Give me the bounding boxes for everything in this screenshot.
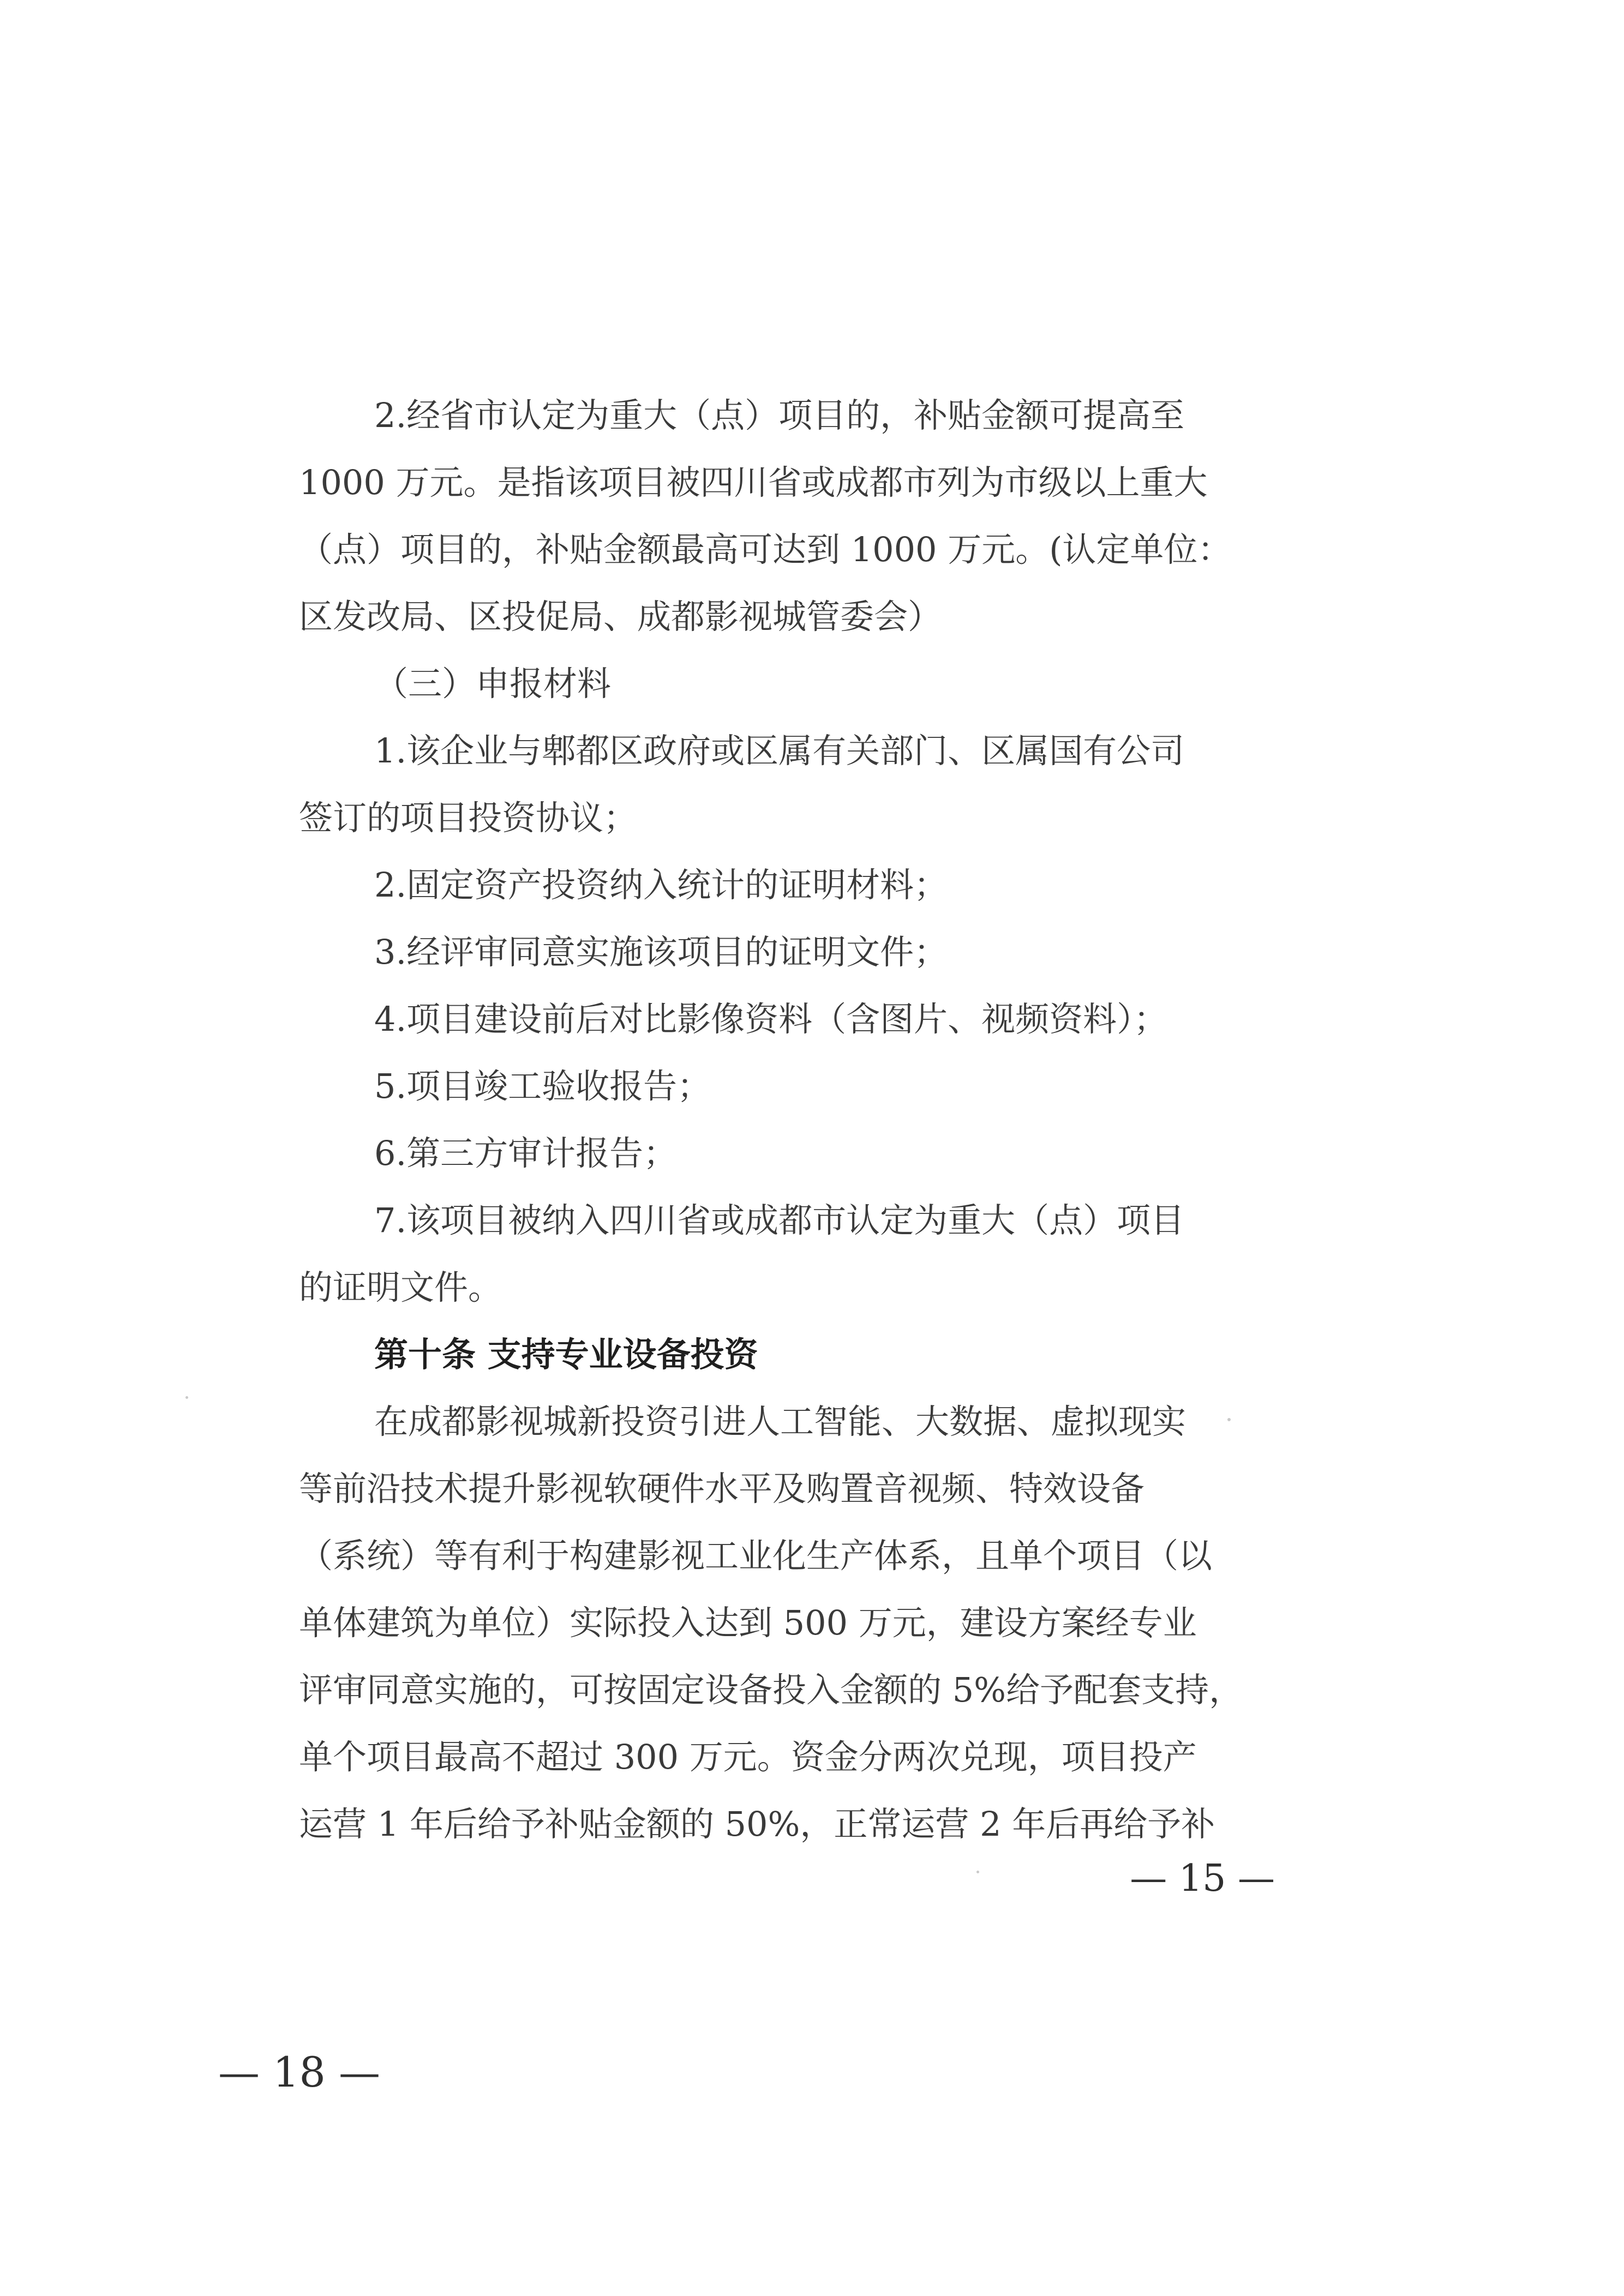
text-line: 签订的项目投资协议； (299, 798, 638, 838)
text-line: （三）申报材料 (374, 664, 612, 704)
text-line: 等前沿技术提升影视软硬件水平及购置音视频、特效设备 (299, 1469, 1145, 1508)
text-line: 1.该企业与郫都区政府或区属有关部门、区属国有公司 (374, 731, 1185, 771)
text-line: 7.该项目被纳入四川省或成都市认定为重大（点）项目 (374, 1200, 1185, 1240)
scan-speck (1227, 1418, 1231, 1421)
outer-page-number: — 18 — (218, 2048, 381, 2096)
text-line: 1000 万元。是指该项目被四川省或成都市列为市级以上重大 (299, 462, 1208, 502)
text-line: 的证明文件。 (299, 1267, 502, 1307)
text-line: 单体建筑为单位）实际投入达到 500 万元，建设方案经专业 (299, 1603, 1197, 1643)
text-line: 4.项目建设前后对比影像资料（含图片、视频资料）； (374, 999, 1168, 1039)
text-line: 6.第三方审计报告； (374, 1133, 678, 1173)
article-heading: 第十条 支持专业设备投资 (374, 1335, 758, 1374)
text-line: 运营 1 年后给予补贴金额的 50%，正常运营 2 年后再给予补 (299, 1804, 1215, 1844)
text-line: 2.经省市认定为重大（点）项目的，补贴金额可提高至 (374, 395, 1185, 435)
text-line: 5.项目竣工验收报告； (374, 1066, 711, 1106)
text-line: （系统）等有利于构建影视工业化生产体系，且单个项目（以 (299, 1536, 1213, 1576)
text-line: 评审同意实施的，可按固定设备投入金额的 5%给予配套支持， (299, 1670, 1243, 1710)
text-line: 在成都影视城新投资引进人工智能、大数据、虚拟现实 (374, 1402, 1186, 1441)
text-line: 3.经评审同意实施该项目的证明文件； (374, 932, 948, 972)
text-line: （点）项目的，补贴金额最高可达到 1000 万元。(认定单位： (299, 530, 1232, 569)
document-body (299, 382, 1325, 1858)
scan-speck (185, 1396, 188, 1399)
inner-page-number: — 15 — (1130, 1857, 1275, 1900)
text-line: 2.固定资产投资纳入统计的证明材料； (374, 865, 948, 905)
text-line: 区发改局、区投促局、成都影视城管委会） (299, 597, 942, 636)
scan-speck (976, 1871, 979, 1873)
text-line: 单个项目最高不超过 300 万元。资金分两次兑现，项目投产 (299, 1737, 1197, 1777)
